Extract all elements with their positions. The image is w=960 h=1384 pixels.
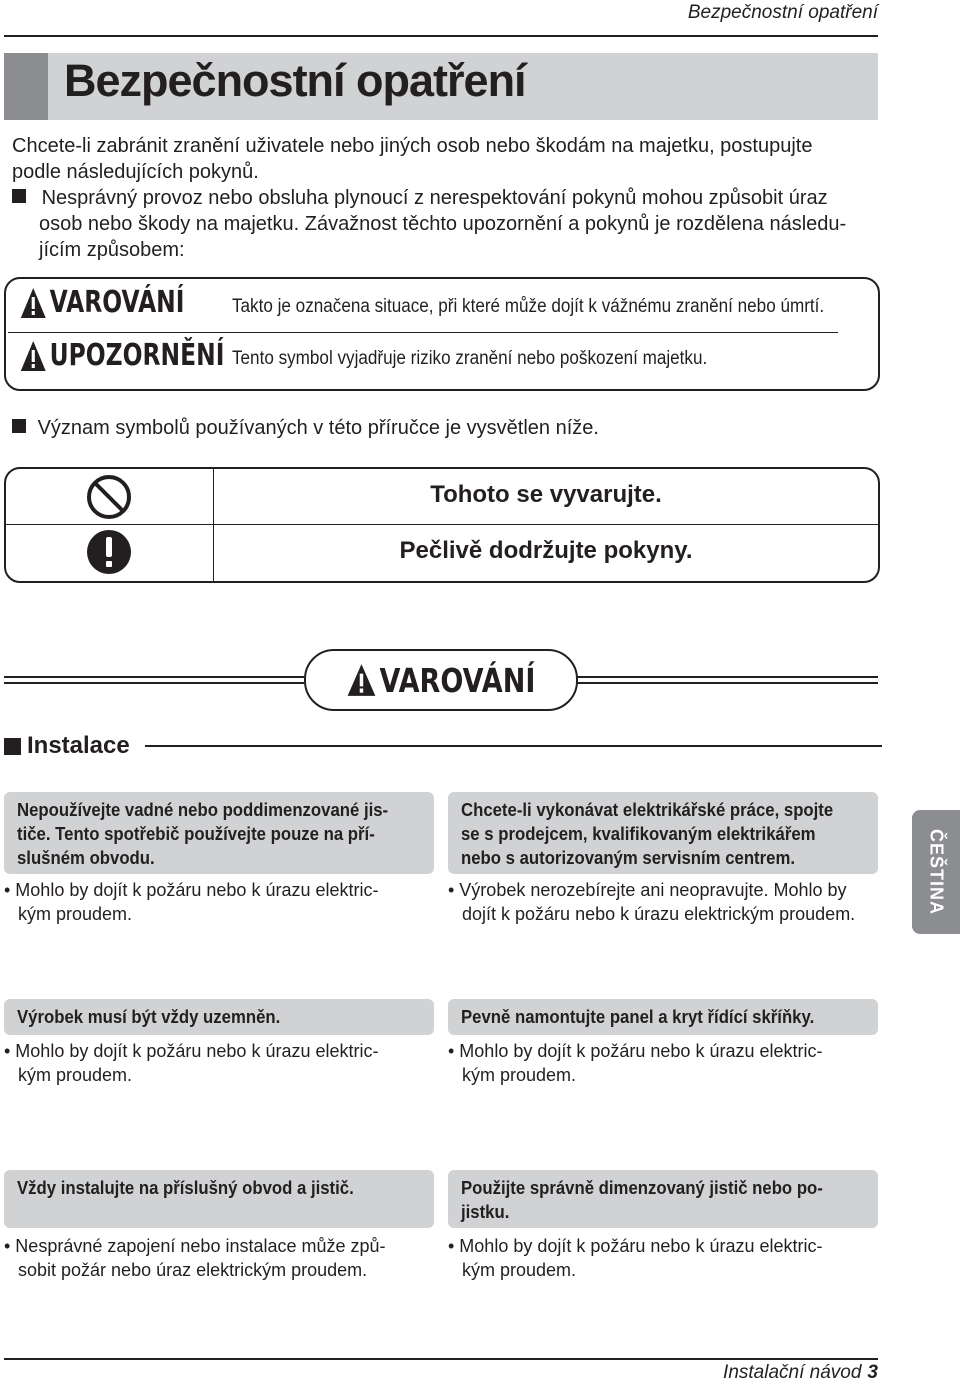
card <box>448 792 878 926</box>
card-title-line: Chcete-li vykonávat elektrikářské práce, spojte <box>461 800 834 820</box>
card-bullet <box>4 1039 434 1087</box>
symbol-avoid-text: Tohoto se vyvarujte. <box>430 481 662 508</box>
card-title-line: Pevně namontujte panel a kryt řídící skříňky. <box>461 1007 815 1027</box>
intro-line-1: Chcete-li zabránit zranění uživatele nebo jiných osob nebo škodám na majetku, postupujte <box>12 135 813 157</box>
card-bullet-line: sobit požár nebo úraz elektrickým proudem. <box>18 1260 368 1280</box>
symbols-divider-horizontal <box>6 524 878 525</box>
intro-line-2: podle následujících pokynů. <box>12 161 259 183</box>
signal-caution <box>20 338 224 373</box>
card-title-line: Použijte správně dimenzovaný jistič nebo po- <box>461 1178 823 1198</box>
banner-rule-right <box>576 676 878 678</box>
intro-bullet <box>12 185 872 211</box>
section-heading <box>4 732 130 760</box>
card-title-line: tiče. Tento spotřebič používejte pouze na pří- <box>17 824 375 844</box>
card-title <box>448 999 878 1035</box>
square-bullet-icon <box>12 189 26 203</box>
card-title-line: jistku. <box>461 1202 510 1222</box>
prohibition-icon <box>86 474 132 520</box>
card-title <box>448 792 878 874</box>
card-bullet <box>448 878 878 926</box>
signal-divider <box>8 332 838 333</box>
card <box>4 1170 434 1282</box>
card-bullet-line: • Mohlo by dojít k požáru nebo k úrazu elektric- <box>4 880 379 900</box>
footer-text: Instalační návod <box>723 1362 862 1383</box>
card-title <box>448 1170 878 1228</box>
page-number: 3 <box>867 1362 878 1383</box>
card-bullet <box>448 1039 878 1087</box>
card-bullet <box>4 1234 434 1282</box>
footer <box>723 1362 878 1384</box>
card <box>448 1170 878 1282</box>
title-bar <box>4 53 878 120</box>
exclamation-icon <box>86 529 132 575</box>
title-accent <box>4 53 48 120</box>
card-bullet <box>448 1234 878 1282</box>
symbol-follow-text: Pečlivě dodržujte pokyny. <box>399 537 693 564</box>
card-bullet-line: • Mohlo by dojít k požáru nebo k úrazu elektric- <box>448 1041 823 1061</box>
banner-rule-right <box>576 682 878 684</box>
card-title-line: nebo s autorizovaným servisním centrem. <box>461 848 795 868</box>
signal-warning-label: VAROVÁNÍ <box>49 285 185 320</box>
warning-banner <box>304 649 578 711</box>
square-bullet-icon <box>12 419 26 433</box>
card-bullet-line: kým proudem. <box>18 904 133 924</box>
card-bullet-line: kým proudem. <box>462 1260 577 1280</box>
card-bullet-line: • Výrobek nerozebírejte ani neopravujte. Mohlo by <box>448 880 847 900</box>
card-bullet-line: dojít k požáru nebo k úrazu elektrickým proudem. <box>462 904 856 924</box>
language-tab[interactable] <box>912 810 960 934</box>
warning-triangle-icon <box>20 287 47 319</box>
warning-triangle-icon <box>20 340 47 372</box>
symbols-table <box>4 467 880 583</box>
warning-banner-label: VAROVÁNÍ <box>379 660 536 700</box>
running-header: Bezpečnostní opatření <box>687 2 878 23</box>
square-bullet-icon <box>4 738 21 755</box>
card <box>4 999 434 1087</box>
card-title-line: Vždy instalujte na příslušný obvod a jistič. <box>17 1178 354 1198</box>
signal-caution-label: UPOZORNĚNÍ <box>49 338 225 373</box>
card-title <box>4 792 434 874</box>
card-bullet-line: • Nesprávné zapojení nebo instalace může způ- <box>4 1236 386 1256</box>
card-bullet-line: • Mohlo by dojít k požáru nebo k úrazu elektric- <box>4 1041 379 1061</box>
section-title: Instalace <box>27 732 130 759</box>
header-rule <box>4 35 878 37</box>
card-title-line: Nepoužívejte vadné nebo poddimenzované jis- <box>17 800 389 820</box>
section-rule <box>145 745 882 747</box>
card <box>4 792 434 926</box>
card-bullet-line: kým proudem. <box>18 1065 133 1085</box>
card-title-line: se s prodejcem, kvalifikovaným elektrikářem <box>461 824 816 844</box>
signal-warning-text: Takto je označena situace, při které může dojít k vážnému zranění nebo úmrtí. <box>232 296 825 317</box>
intro-bullet-line-2: osob nebo škody na majetku. Závažnost těchto upozornění a pokynů je rozdělena následu- <box>39 213 847 235</box>
language-tab-label: ČEŠTINA <box>926 828 947 916</box>
signal-word-box <box>4 277 880 391</box>
card-bullet-line: • Mohlo by dojít k požáru nebo k úrazu elektric- <box>448 1236 823 1256</box>
symbols-intro <box>12 415 872 441</box>
intro-bullet-line-1: Nesprávný provoz nebo obsluha plynoucí z nerespektování pokynů mohou způsobit úraz <box>41 187 828 209</box>
page-title: Bezpečnostní opatření <box>64 55 526 106</box>
footer-rule <box>4 1358 878 1360</box>
banner-rule-left <box>4 676 304 678</box>
signal-warning <box>20 285 184 320</box>
card-title-line: Výrobek musí být vždy uzemněn. <box>17 1007 281 1027</box>
card <box>448 999 878 1087</box>
card-title-line: slušném obvodu. <box>17 848 155 868</box>
banner-rule-left <box>4 682 304 684</box>
card-title <box>4 1170 434 1228</box>
symbols-intro-text: Význam symbolů používaných v této příručce je vysvětlen níže. <box>37 417 599 439</box>
signal-caution-text: Tento symbol vyjadřuje riziko zranění nebo poškození majetku. <box>232 348 708 369</box>
warning-triangle-icon <box>347 663 377 697</box>
card-title <box>4 999 434 1035</box>
card-bullet <box>4 878 434 926</box>
intro-bullet-line-3: jícím způsobem: <box>39 239 185 261</box>
card-bullet-line: kým proudem. <box>462 1065 577 1085</box>
